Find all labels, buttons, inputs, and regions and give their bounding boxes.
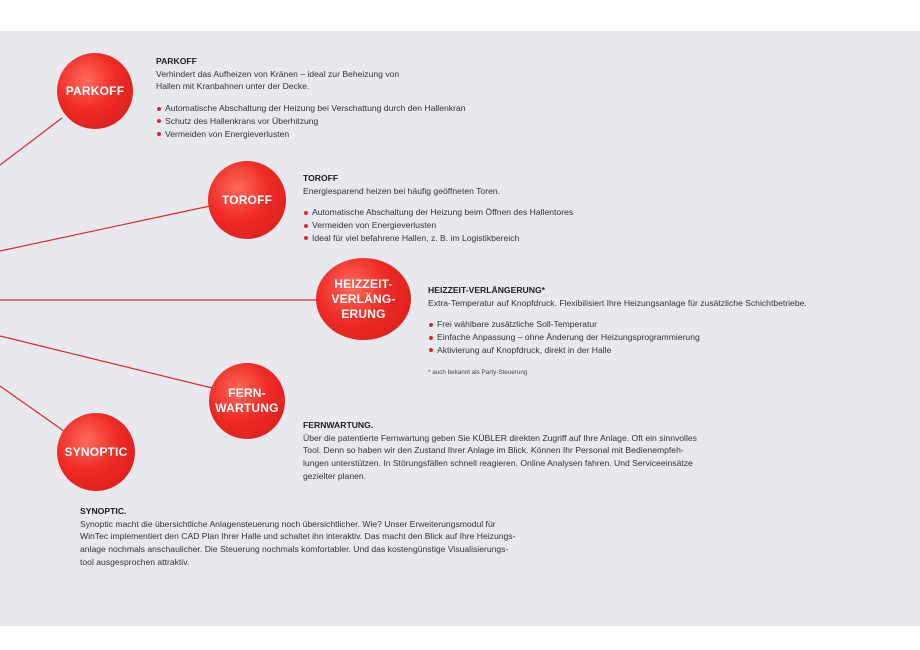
bullet-item: Automatische Abschaltung der Heizung bei Verschattung durch den Hallenkran (156, 102, 536, 115)
toroff-subtitle: Energiesparend heizen bei häufig geöffneten Toren. (303, 185, 501, 196)
connector-fernwartung (0, 336, 212, 388)
heizzeit-subtitle: Extra-Temperatur auf Knopfdruck. Flexibilisiert Ihre Heizungsanlage für zusätzliche Schichtbetriebe. (428, 297, 807, 308)
bullet-item: Automatische Abschaltung der Heizung beim Öffnen des Hallentores (303, 206, 683, 219)
heizzeit-title: HEIZZEIT-VERLÄNGERUNG* (428, 285, 545, 295)
synoptic-title: SYNOPTIC. (80, 506, 127, 516)
circle-toroff: TOROFF (208, 161, 286, 239)
heizzeit-footnote: * auch bekannt als Party-Steuerung (428, 368, 528, 376)
synoptic-text: Synoptic macht die übersichtliche Anlagensteuerung noch übersichtlicher. Wie? Unser Erweiterungsmodul für WinTec implementiert den CAD Plan Ihrer Halle und schaltet ihn interaktiv. Das macht den Blick auf Ihre Heizungs- anlage nochmals anschaulicher. Die Steuerung nochmals komfortabler. Und das kostengünstige Visualisierungs- tool ausgesprochen attraktiv. (80, 518, 516, 567)
parkoff-bullets (156, 102, 536, 140)
circle-parkoff: PARKOFF (57, 53, 133, 129)
bullet-item: Einfache Anpassung – ohne Änderung der Heizungsprogrammierung (428, 331, 868, 344)
parkoff-title: PARKOFF (156, 56, 197, 66)
bullet-item: Vermeiden von Energieverlusten (156, 128, 536, 141)
bullet-item: Aktivierung auf Knopfdruck, direkt in der Halle (428, 344, 868, 357)
connector-synoptic (0, 386, 68, 434)
toroff-title: TOROFF (303, 173, 339, 183)
bullet-item: Vermeiden von Energieverlusten (303, 219, 683, 232)
bullet-item: Schutz des Hallenkrans vor Überhitzung (156, 115, 536, 128)
circle-synoptic: SYNOPTIC (57, 413, 135, 491)
bullet-item: Frei wählbare zusätzliche Soll-Temperatur (428, 318, 868, 331)
circle-fernwartung: FERN- WARTUNG (209, 363, 285, 439)
heizzeit-bullets (428, 318, 868, 356)
parkoff-subtitle: Verhindert das Aufheizen von Kränen – ideal zur Beheizung von Hallen mit Kranbahnen unter der Decke. (156, 68, 400, 92)
fernwartung-text: Über die patentierte Fernwartung geben Sie KÜBLER direkten Zugriff auf Ihre Anlage. Oft ein sinnvolles Tool. Denn so haben wir den Zustand Ihrer Anlage im Blick. Können Ihr Personal mit Bedienempfeh- lungen unterstützen. In Störungsfällen schnell reagieren. Online Analysen fahren. Und Serviceeinsätze gezielter planen. (303, 432, 697, 481)
bullet-item: Ideal für viel befahrene Hallen, z. B. im Logistikbereich (303, 232, 683, 245)
toroff-section (303, 172, 683, 245)
circle-heizzeit: HEIZZEIT- VERLÄNG- ERUNG (316, 258, 411, 340)
synoptic-section (80, 505, 560, 569)
connector-parkoff (0, 118, 62, 165)
heizzeit-section (428, 284, 868, 379)
parkoff-section (156, 55, 536, 140)
connector-toroff (0, 206, 210, 251)
toroff-bullets (303, 206, 683, 244)
fernwartung-section (303, 419, 763, 483)
fernwartung-title: FERNWARTUNG. (303, 420, 374, 430)
